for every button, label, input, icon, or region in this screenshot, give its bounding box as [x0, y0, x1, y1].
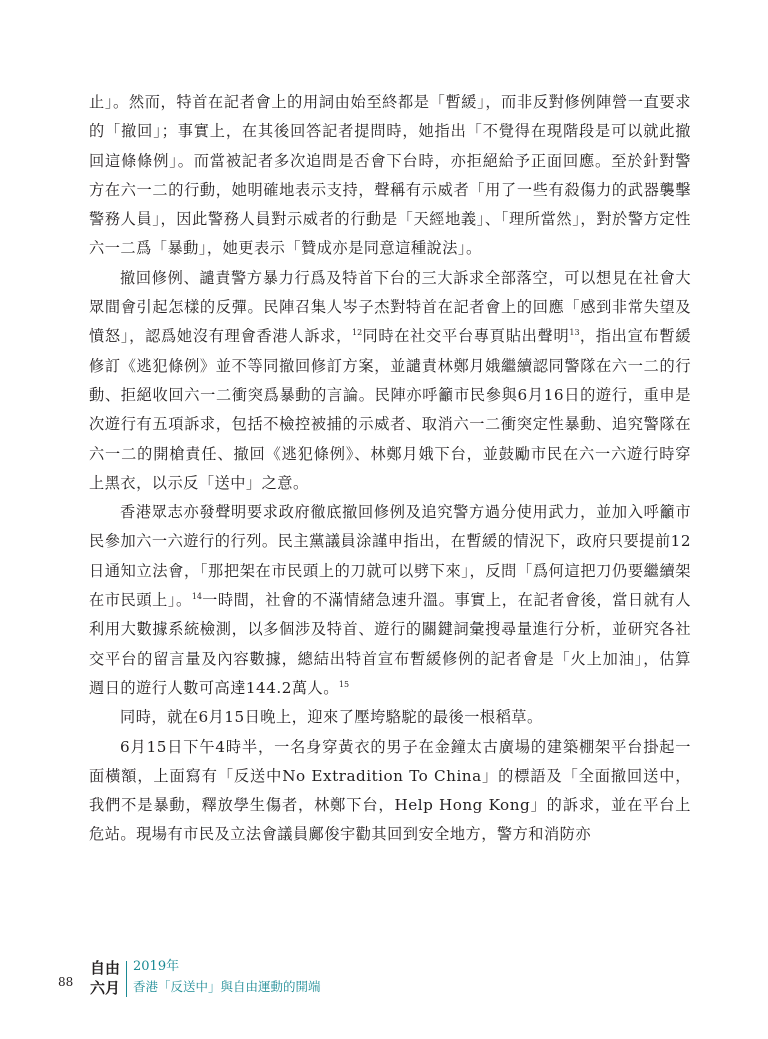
paragraph-2	[89, 264, 691, 498]
page-number: 88	[58, 975, 74, 989]
footnote-ref-13: 13	[569, 328, 580, 338]
paragraph-4: 同時，就在6月15日晚上，迎來了壓垮駱駝的最後一根稻草。	[120, 708, 543, 727]
body-text	[89, 88, 691, 850]
paragraph-1: 止」。然而，特首在記者會上的用詞由始至終都是「暫緩」，而非反對修例陣營一直要求的「撤回」；事實上，在其後回答記者提問時，她指出「不覺得在現階段是可以就此撤回這條條例」。而當被記者多次追問是否會下台時，亦拒絕給予正面回應。至於針對警方在六一二的行動，她明確地表示支持，聲稱有示威者「用了一些有殺傷力的武器襲擊警務人員」，因此警務人員對示威者的行動是「天經地義」、「理所當然」，對於警方定性六一二爲「暴動」，她更表示「贊成亦是同意這種說法」。	[89, 93, 691, 258]
footnote-ref-14: 14	[191, 591, 203, 601]
series-line-1: 自由	[90, 959, 121, 977]
paragraph-2-text-c: ，指出宣布暫緩修訂《逃犯條例》並不等同撤回修訂方案，並譴責林鄭月娥繼續認同警隊在六一二的行動、拒絕收回六一二衝突爲暴動的言論。民陣亦呼籲市民參與6月16日的遊行，重申是次遊行有五項訴求，包括不檢控被捕的示威者、取消六一二衝突定性暴動、追究警隊在六一二的開槍責任、撤回《逃犯條例》、林鄭月娥下台，並鼓勵市民在六一六遊行時穿上黑衣，以示反「送中」之意。	[89, 327, 692, 492]
paragraph-3-text-b: 一時間，社會的不滿情緒急速升溫。事實上，在記者會後，當日就有人利用大數據系統檢測，以多個涉及特首、遊行的關鍵詞彙搜尋量進行分析，並研究各社交平台的留言量及內容數據，總結出特首宣布暫緩修例的記者會是「火上加油」，估算週日的遊行人數可高達144.2萬人。	[89, 591, 692, 697]
page-footer	[58, 958, 458, 1010]
book-title: 香港「反送中」與自由運動的開端	[133, 979, 321, 994]
series-mark	[90, 958, 120, 998]
paragraph-3	[89, 498, 691, 703]
paragraph-3-text-a: 香港眾志亦發聲明要求政府徹底撤回修例及追究警方過分使用武力，並加入呼籲市民參加六一六遊行的行列。民主黨議員涂謹申指出，在暫緩的情況下，政府只要提前12日通知立法會，「那把架在市民頭上的刀就可以劈下來」，反問「爲何這把刀仍要繼續架在市民頭上」。	[89, 503, 691, 610]
paragraph-2-text-b: 同時在社交平台專頁貼出聲明	[362, 327, 570, 346]
paragraph-5: 6月15日下午4時半，一名身穿黃衣的男子在金鐘太古廣場的建築棚架平台掛起一面橫額，上面寫有「反送中No Extradition To China」的標語及「全面撤回送中，我們不是暴動，釋放學生傷者，林鄭下台，Help Hong Kong」的訴求，並在平台上危站。現場有市民及立法會議員鄺俊宇勸其回到安全地方，警方和消防亦	[89, 737, 691, 844]
book-year: 2019年	[133, 959, 180, 974]
paragraph-2-text-a: 撤回修例、譴責警方暴力行爲及特首下台的三大訴求全部落空，可以想見在社會大眾間會引起怎樣的反彈。民陣召集人岑子杰對特首在記者會上的回應「感到非常失望及憤怒」，認爲她沒有理會香港人訴求，	[89, 268, 691, 346]
footnote-ref-12: 12	[352, 328, 363, 338]
series-line-2: 六月	[90, 979, 121, 997]
footer-divider	[126, 961, 127, 997]
footnote-ref-15: 15	[338, 679, 350, 689]
